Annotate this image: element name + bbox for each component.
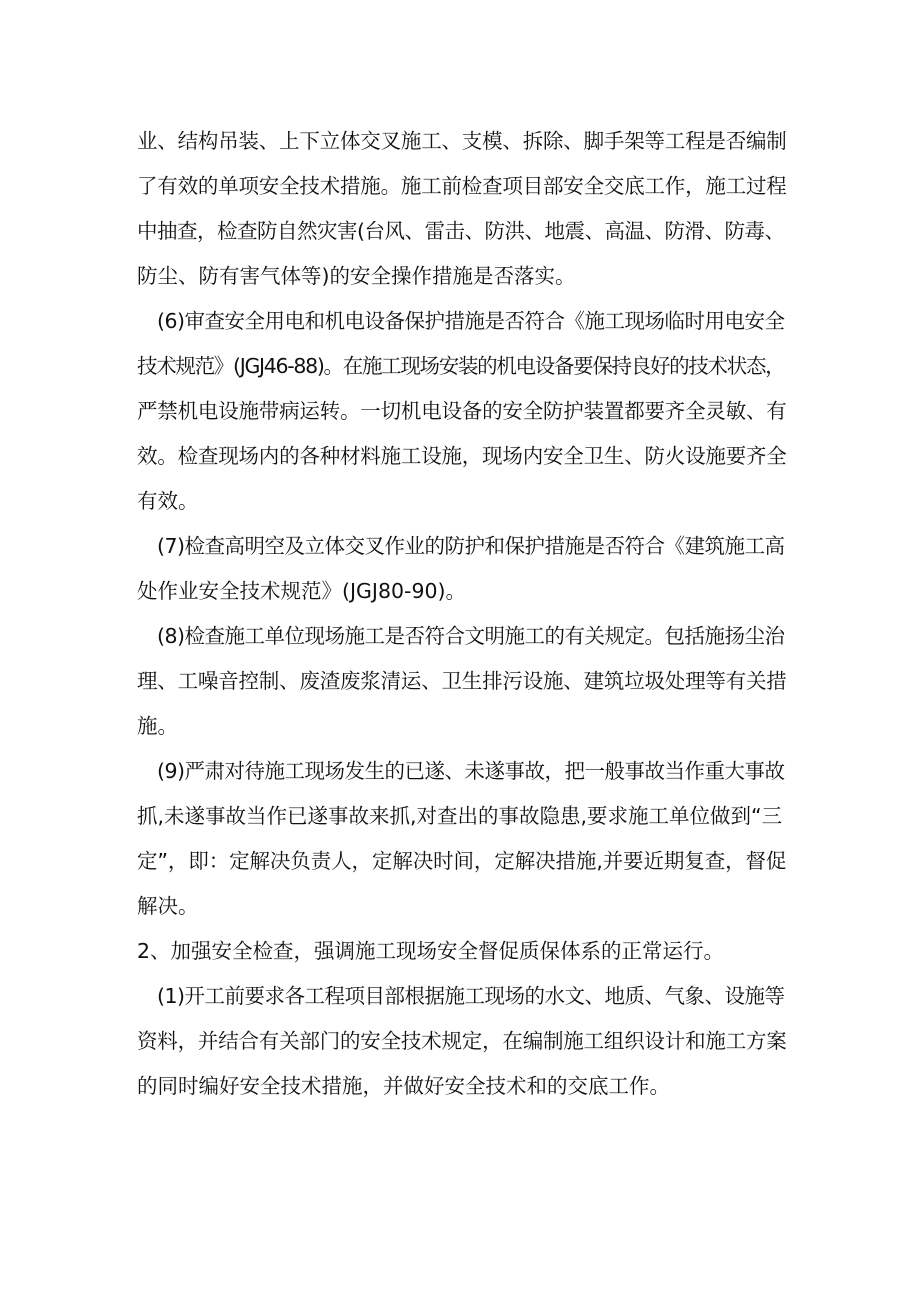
text-line: (7)检查高明空及立体交叉作业的防护和保护措施是否符合《建筑施工高: [157, 534, 785, 558]
text-line: (9)严肃对待施工现场发生的已遂、未遂事故，把一般事故当作重大事故: [157, 759, 785, 783]
text-line: 解决。: [137, 894, 199, 918]
text-line: 防尘、防有害气体等)的安全操作措施是否落实。: [137, 264, 576, 288]
text-line: 严禁机电设施带病运转。一切机电设备的安全防护装置都要齐全灵敏、有: [137, 399, 787, 423]
text-line: 了有效的单项安全技术措施。施工前检查项目部安全交底工作，施工过程: [137, 174, 787, 198]
paragraph-item-6: [137, 299, 787, 524]
document-body: [137, 119, 787, 1109]
text-line: 定”，即：定解决负责人，定解决时间，定解决措施,并要近期复查，督促: [137, 849, 787, 873]
paragraph-item-8: [137, 614, 787, 749]
text-line: 处作业安全技术规范》(JGJ80-90)。: [137, 579, 467, 603]
text-line: 2、加强安全检查，强调施工现场安全督促质保体系的正常运行。: [137, 939, 725, 963]
text-line: 抓,未遂事故当作已遂事故来抓,对查出的事故隐患,要求施工单位做到“三: [137, 804, 783, 828]
paragraph-item-1: [137, 974, 787, 1109]
text-line: 有效。: [137, 489, 199, 513]
paragraph-continuation: [137, 119, 787, 299]
text-line: 施。: [137, 714, 178, 738]
paragraph-item-7: [137, 524, 787, 614]
text-line: 的同时编好安全技术措施，并做好安全技术和的交底工作。: [137, 1074, 670, 1098]
paragraph-item-9: [137, 749, 787, 929]
text-line: (6)审查安全用电和机电设备保护措施是否符合《施工现场临时用电安全: [157, 309, 785, 333]
text-line: 资料，并结合有关部门的安全技术规定，在编制施工组织设计和施工方案: [137, 1029, 787, 1053]
text-line: (1)开工前要求各工程项目部根据施工现场的水文、地质、气象、设施等: [157, 984, 785, 1008]
text-line: 中抽查，检查防自然灾害(台风、雷击、防洪、地震、高温、防滑、防毒、: [137, 219, 785, 243]
text-line: 理、工噪音控制、废渣废浆清运、卫生排污设施、建筑垃圾处理等有关措: [137, 669, 787, 693]
text-line: 业、结构吊装、上下立体交叉施工、支模、拆除、脚手架等工程是否编制: [137, 129, 787, 153]
text-line: 效。检查现场内的各种材料施工设施，现场内安全卫生、防火设施要齐全: [137, 444, 787, 468]
text-line: 技术规范》(JGJ46-88)。在施工现场安装的机电设备要保持良好的技术状态，: [137, 354, 785, 378]
text-line: (8)检查施工单位现场施工是否符合文明施工的有关规定。包括施扬尘治: [157, 624, 785, 648]
paragraph-section-2: [137, 929, 787, 974]
